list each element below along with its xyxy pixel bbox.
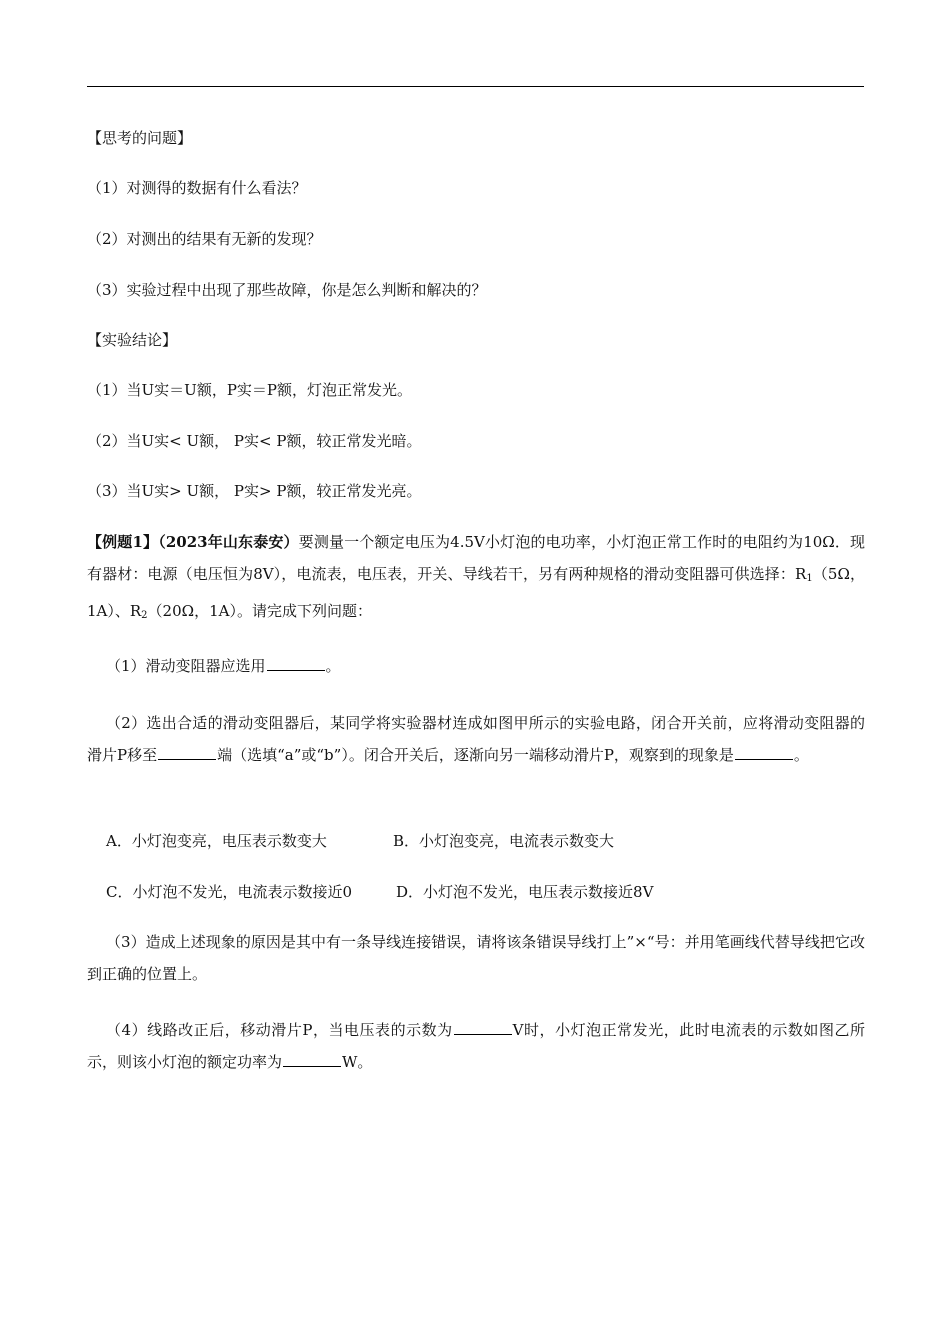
r1-subscript: 1 xyxy=(806,573,813,584)
option-a: A．小灯泡变亮，电压表示数变大 xyxy=(106,832,327,850)
answer-blank[interactable] xyxy=(267,656,325,671)
think-question-3: （3）实验过程中出现了那些故障，你是怎么判断和解决的？ xyxy=(87,281,487,299)
question-2-end: 。 xyxy=(793,746,809,764)
think-question-1: （1）对测得的数据有什么看法？ xyxy=(87,179,307,197)
question-4 xyxy=(87,1014,865,1078)
example-label: 【例题1】 xyxy=(87,533,159,551)
header-rule xyxy=(87,86,864,87)
think-heading: 【思考的问题】 xyxy=(87,129,193,147)
question-1-text: （1）滑动变阻器应选用 xyxy=(106,657,266,675)
conclusion-2: （2）当U实< U额， P实< P额，较正常发光暗。 xyxy=(87,432,422,450)
r2-subscript: 2 xyxy=(141,610,148,621)
conclusion-3: （3）当U实> U额， P实> P额，较正常发光亮。 xyxy=(87,482,422,500)
question-4-text-2: V时，小灯泡正常发光，此时电流表的示数如图乙所示，则该小灯泡的额定功率为 xyxy=(87,1021,866,1071)
option-b: B．小灯泡变亮，电流表示数变大 xyxy=(393,832,615,850)
question-1-end: 。 xyxy=(325,657,341,675)
question-4-end: W。 xyxy=(342,1053,373,1071)
conclusion-1: （1）当U实＝U额，P实＝P额，灯泡正常发光。 xyxy=(87,381,413,399)
question-3-text: （3）造成上述现象的原因是其中有一条导线连接错误，请将该条错误导线打上”×“号：并用笔画线代替导线把它改到正确的位置上。 xyxy=(87,933,865,983)
conclusion-heading: 【实验结论】 xyxy=(87,331,178,349)
question-3 xyxy=(87,926,865,990)
question-2-text-2: 端（选填“a”或“b”）。闭合开关后，逐渐向另一端移动滑片P，观察到的现象是 xyxy=(217,746,734,764)
example-1-stem xyxy=(87,526,865,632)
example-source: （2023年山东泰安） xyxy=(158,533,299,551)
r2-spec: （20Ω，1A）。请完成下列问题： xyxy=(147,602,372,620)
question-1 xyxy=(106,650,865,682)
think-question-2: （2）对测出的结果有无新的发现？ xyxy=(87,230,322,248)
answer-blank[interactable] xyxy=(454,1020,512,1035)
question-2-text: （2）选出合适的滑动变阻器后，某同学将实验器材连成如图甲所示的实验电路，闭合开关前，应将滑动变阻器的滑片P移至 xyxy=(87,714,865,764)
example-intro: 要测量一个额定电压为4.5V小灯泡的电功率，小灯泡正常工作时的电阻约为10Ω．现有器材：电源（电压恒为8V），电流表，电压表，开关、导线若干，另有两种规格的滑动变阻器可供选择：R xyxy=(87,533,866,583)
r1-spec: （5Ω，1A）、R xyxy=(87,565,865,620)
question-4-text: （4）线路改正后，移动滑片P，当电压表的示数为 xyxy=(106,1021,453,1039)
answer-blank[interactable] xyxy=(283,1052,341,1067)
answer-blank[interactable] xyxy=(735,745,793,760)
option-c: C．小灯泡不发光，电流表示数接近0 xyxy=(106,883,353,901)
option-d: D．小灯泡不发光，电压表示数接近8V xyxy=(396,883,654,901)
answer-blank[interactable] xyxy=(158,745,216,760)
question-2 xyxy=(87,707,865,771)
